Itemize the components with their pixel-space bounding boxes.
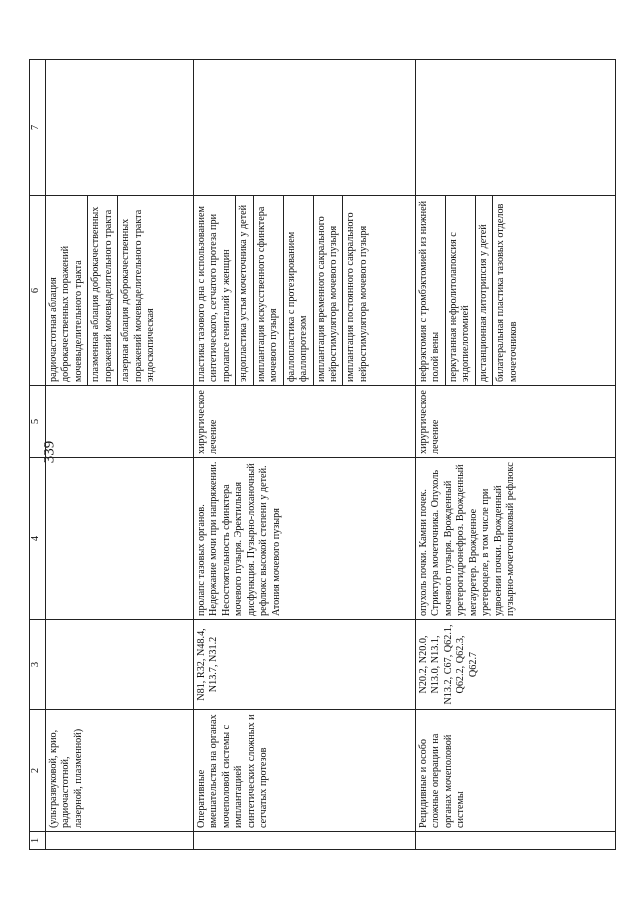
table-row xyxy=(194,60,416,850)
table-cell xyxy=(46,60,194,196)
treatment-type-cell xyxy=(46,386,194,458)
column-header: 7 xyxy=(30,60,46,196)
diagnosis-cell: пролапс тазовых органов. Недержание мочи при напряжении. Несостоятельность сфинктера мочевого пузыря. Эректильная дисфункция. Пузырно-лоханочный рефлюкс высокой степени у детей. Атония мочевого пузыря xyxy=(194,458,416,620)
method-item: перкутанная нефролитолапоксия с эндопиелотомией xyxy=(445,196,475,385)
method-item: билатеральная пластика тазовых отделов мочеточников xyxy=(495,203,519,382)
column-header: 3 xyxy=(30,620,46,710)
method-item: имплантация искусственного сфинктера мочевого пузыря xyxy=(253,196,283,385)
table-cell xyxy=(194,832,416,850)
icd-codes-cell: N81, R32, N48.4, N13.7, N31.2 xyxy=(194,620,416,710)
methods-cell xyxy=(416,196,616,386)
method-item: пластика тазового дна с использованием синтетического, сетчатого протеза при пролапсе гениталий у женщин xyxy=(194,196,236,385)
method-item: дистанционная литотрипсия у детей xyxy=(475,196,492,385)
column-header: 2 xyxy=(30,710,46,832)
methods-list xyxy=(46,196,160,385)
section-name-cell: (ультразвуковой, крио, радиочастотной, лазерной, плазменной) xyxy=(46,710,194,832)
treatment-type-cell: хирургическое лечение xyxy=(194,386,416,458)
method-item: лазерная аблация доброкачественных поражений мочевыделительного тракта эндоскопическая xyxy=(120,209,157,382)
method-item: нефрэктомия с тромбэктомией из нижней полой вены xyxy=(416,196,445,385)
section-name-cell: Оперативные вмешательства на органах мочеполовой системы с имплантацией синтетических сложных и сетчатых протезов xyxy=(194,710,416,832)
method-item: имплантация постоянного сакрального нейростимулятора мочевого пузыря xyxy=(345,212,369,382)
table-cell xyxy=(416,60,616,196)
method-item: фаллопластика с протезированием фаллопротезом xyxy=(283,196,313,385)
diagnosis-cell xyxy=(46,458,194,620)
method-item: радиочастотная аблация доброкачественных поражений мочевыделительного тракта xyxy=(46,196,88,385)
diagnosis-cell: опухоль почки. Камни почек. Стриктура мочеточника. Опухоль мочевого пузыря. Врожденный уретерогидронефроз. Врожденный мегауретер. Врожденное уретероцеле, в том числе при удвоении почки. Врожденный пузырно-мочеточниковый рефлюкс xyxy=(416,458,616,620)
icd-codes-cell xyxy=(46,620,194,710)
page-number: 339 xyxy=(41,440,58,464)
table-row xyxy=(416,60,616,850)
rotated-table-sheet xyxy=(29,60,619,850)
column-header: 5 xyxy=(30,386,46,458)
table-cell xyxy=(46,832,194,850)
icd-codes-cell: N20.2, N20.0, N13.0, N13.1, N13.2, C67, Q62.1, Q62.2, Q62.3, Q62.7 xyxy=(416,620,616,710)
header-row xyxy=(30,60,46,850)
methods-list xyxy=(416,196,522,385)
methods-cell xyxy=(194,196,416,386)
method-item: имплантация временного сакрального нейростимулятора мочевого пузыря xyxy=(313,196,343,385)
table-cell xyxy=(416,832,616,850)
column-header: 1 xyxy=(30,832,46,850)
method-item: плазменная аблация доброкачественных поражений мочевыделительного тракта xyxy=(88,196,118,385)
column-header: 6 xyxy=(30,196,46,386)
method-item: эндопластика устья мочеточника у детей xyxy=(236,196,253,385)
table-cell xyxy=(194,60,416,196)
treatment-type-cell: хирургическое лечение xyxy=(416,386,616,458)
table-row xyxy=(46,60,194,850)
procedures-table xyxy=(29,59,616,850)
methods-cell xyxy=(46,196,194,386)
methods-list xyxy=(194,196,372,385)
column-header: 4 xyxy=(30,458,46,620)
section-name-cell: Рецидивные и особо сложные операции на органах мочеполовой системы xyxy=(416,710,616,832)
